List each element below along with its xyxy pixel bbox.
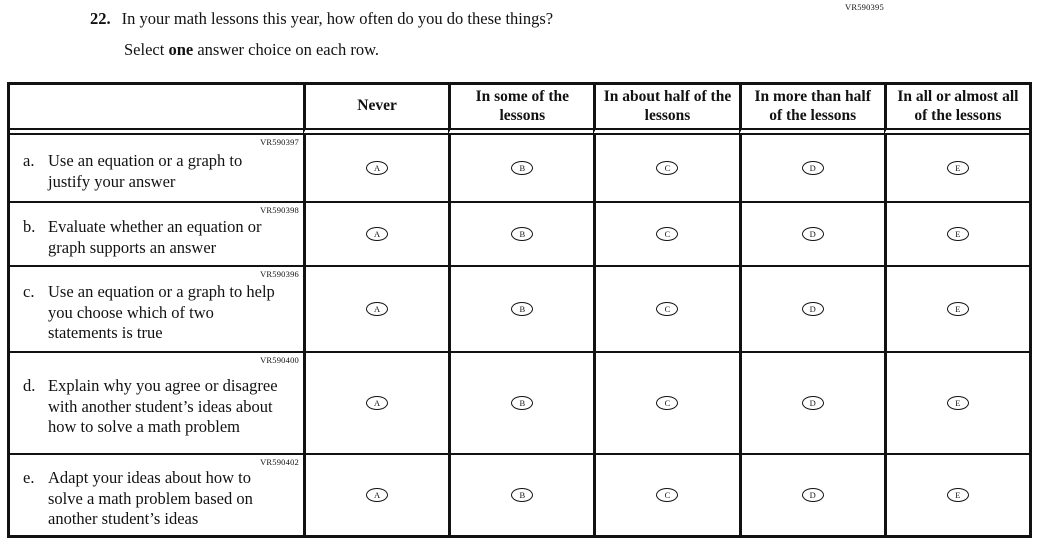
choice-bubble-d-A[interactable]: A <box>366 396 388 410</box>
answer-cell-c-all <box>884 265 1029 351</box>
answer-cell-e-more-than-half <box>739 453 884 535</box>
row-label-d <box>10 351 303 453</box>
choice-bubble-a-B[interactable]: B <box>511 161 533 175</box>
row-text-a: Use an equation or a graph to justify your answer <box>48 151 243 191</box>
choice-bubble-c-D[interactable]: D <box>802 302 824 316</box>
row-label-e <box>10 453 303 535</box>
row-label-a <box>10 135 303 201</box>
choice-bubble-c-B[interactable]: B <box>511 302 533 316</box>
choice-bubble-e-C[interactable]: C <box>656 488 678 502</box>
answer-cell-d-more-than-half <box>739 351 884 453</box>
column-header-all: In all or almost all of the lessons <box>884 85 1029 135</box>
answer-matrix-table <box>7 82 1032 538</box>
answer-cell-c-some <box>448 265 593 351</box>
answer-cell-c-about-half <box>593 265 738 351</box>
answer-cell-b-more-than-half <box>739 201 884 265</box>
answer-cell-e-some <box>448 453 593 535</box>
instruction-prefix: Select <box>124 40 169 59</box>
row-code-e: VR590402 <box>260 457 299 467</box>
choice-bubble-c-E[interactable]: E <box>947 302 969 316</box>
table-corner-cell <box>10 85 303 135</box>
row-label-c <box>10 265 303 351</box>
answer-cell-c-never <box>303 265 448 351</box>
instruction-suffix: answer choice on each row. <box>193 40 380 59</box>
answer-cell-b-never <box>303 201 448 265</box>
form-code: VR590395 <box>845 2 884 12</box>
choice-bubble-b-A[interactable]: A <box>366 227 388 241</box>
choice-bubble-e-D[interactable]: D <box>802 488 824 502</box>
question-line <box>90 9 553 29</box>
choice-bubble-c-C[interactable]: C <box>656 302 678 316</box>
answer-cell-a-more-than-half <box>739 135 884 201</box>
choice-bubble-a-E[interactable]: E <box>947 161 969 175</box>
answer-cell-e-never <box>303 453 448 535</box>
row-letter-d: d. <box>23 375 36 395</box>
row-letter-e: e. <box>23 467 35 487</box>
question-number: 22. <box>90 9 111 28</box>
choice-bubble-e-A[interactable]: A <box>366 488 388 502</box>
answer-cell-c-more-than-half <box>739 265 884 351</box>
row-text-e: Adapt your ideas about how to solve a math problem based on another student’s ideas <box>48 467 253 529</box>
answer-cell-a-some <box>448 135 593 201</box>
choice-bubble-c-A[interactable]: A <box>366 302 388 316</box>
choice-bubble-d-D[interactable]: D <box>802 396 824 410</box>
choice-bubble-a-A[interactable]: A <box>366 161 388 175</box>
row-code-a: VR590397 <box>260 137 299 147</box>
choice-bubble-b-B[interactable]: B <box>511 227 533 241</box>
row-letter-c: c. <box>23 281 35 301</box>
answer-cell-b-all <box>884 201 1029 265</box>
answer-cell-d-never <box>303 351 448 453</box>
choice-bubble-e-B[interactable]: B <box>511 488 533 502</box>
row-code-c: VR590396 <box>260 269 299 279</box>
column-header-some: In some of the lessons <box>448 85 593 135</box>
answer-cell-d-about-half <box>593 351 738 453</box>
row-letter-a: a. <box>23 151 35 171</box>
answer-cell-a-about-half <box>593 135 738 201</box>
column-header-never: Never <box>303 85 448 135</box>
answer-cell-b-some <box>448 201 593 265</box>
choice-bubble-b-D[interactable]: D <box>802 227 824 241</box>
answer-cell-a-never <box>303 135 448 201</box>
choice-bubble-b-C[interactable]: C <box>656 227 678 241</box>
column-header-more-than-half: In more than half of the lessons <box>739 85 884 135</box>
column-header-about-half: In about half of the lessons <box>593 85 738 135</box>
choice-bubble-d-C[interactable]: C <box>656 396 678 410</box>
row-text-c: Use an equation or a graph to help you choose which of two statements is true <box>48 281 275 343</box>
row-text-b: Evaluate whether an equation or graph supports an answer <box>48 217 262 257</box>
row-text-d: Explain why you agree or disagree with another student’s ideas about how to solve a math problem <box>48 375 278 437</box>
answer-cell-e-about-half <box>593 453 738 535</box>
choice-bubble-d-E[interactable]: E <box>947 396 969 410</box>
choice-bubble-d-B[interactable]: B <box>511 396 533 410</box>
row-letter-b: b. <box>23 217 36 237</box>
answer-cell-d-all <box>884 351 1029 453</box>
choice-bubble-e-E[interactable]: E <box>947 488 969 502</box>
row-code-b: VR590398 <box>260 205 299 215</box>
choice-bubble-a-D[interactable]: D <box>802 161 824 175</box>
choice-bubble-a-C[interactable]: C <box>656 161 678 175</box>
instruction-bold-word: one <box>168 40 194 59</box>
question-text: In your math lessons this year, how often do you do these things? <box>121 9 554 28</box>
row-code-d: VR590400 <box>260 355 299 365</box>
choice-bubble-b-E[interactable]: E <box>947 227 969 241</box>
question-instruction <box>124 40 379 60</box>
answer-cell-b-about-half <box>593 201 738 265</box>
answer-cell-d-some <box>448 351 593 453</box>
answer-cell-a-all <box>884 135 1029 201</box>
answer-cell-e-all <box>884 453 1029 535</box>
row-label-b <box>10 201 303 265</box>
